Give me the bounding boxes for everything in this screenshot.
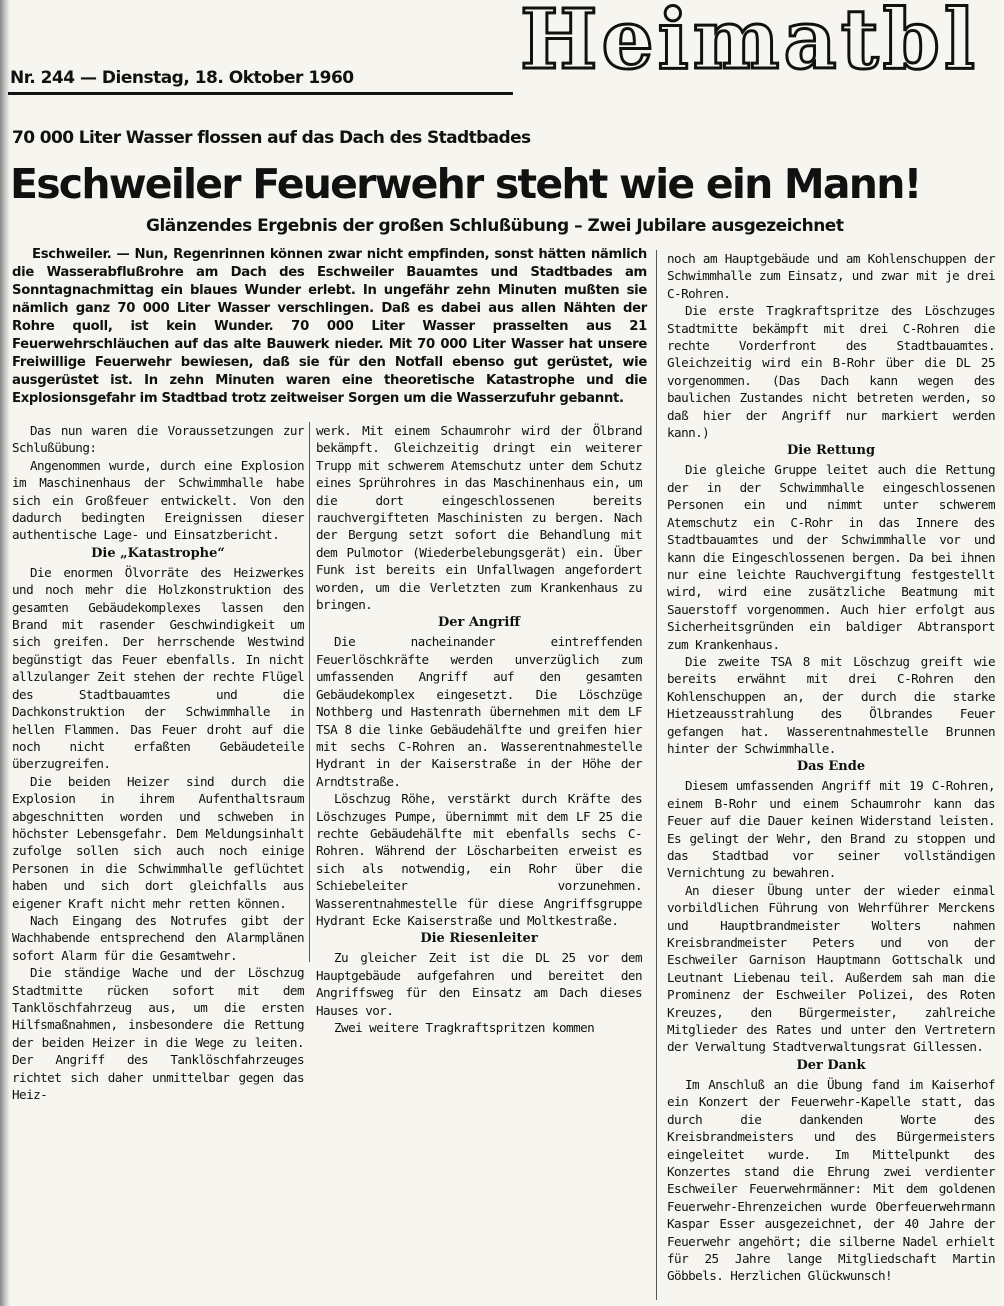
section-heading: Der Dank [796,1057,866,1073]
lead-text: Eschweiler. — Nun, Regenrinnen können zwar nicht empfinden, sonst hätten nämlich die Wasserabflußrohre am Dach des Eschweiler Bauamtes und Stadtbades am Sonntagnachmittag ein blaues Wunder erlebt. In ungefähr zehn Minuten mußten sie nämlich ganz 70 000 Liter Wasser verschlingen. Daß es dabei aus allen Nähten der Rohre quoll, ist kein Wunder. 70 000 Liter Wasser prasselten aus 21 Feuerwehrschläuchen auf das alte Bauwerk nieder. Mit 70 000 Liter Wasser hat unsere Freiwillige Feuerwehr bewiesen, daß sie für den Notfall ebenso gut gerüstet, wie ausgerüstet ist. In zehn Minuten waren eine theoretische Katastrophe und die Explosionsgefahr im Stadtbad trotz zeitweiser Sorgen um die Wasserzufuhr gebannt. [12,247,647,406]
paragraph: Das nun waren die Voraussetzungen zur Schlußübung: [12,423,304,456]
paragraph: Die enormen Ölvorräte des Heizwerkes und noch mehr die Holzkonstruktion des gesamten Gebäudekomplexes lassen den Brand mit rasender Geschwindigkeit um sich greifen. Der herrschende Westwind begünstigt das Feuer ebenfalls. In nicht allzulanger Zeit stehen der rechte Flügel des Stadtbauamtes und die Dachkonstruktion der Schwimmhalle in hellen Flammen. Das Feuer droht auf die noch nicht erfaßten Gebäudeteile überzugreifen. [12,564,304,772]
paragraph: An dieser Übung unter der wieder einmal vorbildlichen Führung von Wehrführer Merckens und Hauptbrandmeister Wolters nahmen Kreisbrandmeister Peters und von der Eschweiler Garnison Hauptmann Gottschalk und Leutnant Liebenau teil. Außerdem sah man die Prominenz der Eschweiler Polizei, des Roten Kreuzes, den Bürgermeister, zahlreiche Mitglieder des Rates und unter den Vertretern der Verwaltung Stadtverwaltungsrat Gillessen. [667,882,995,1055]
paragraph: Diesem umfassenden Angriff mit 19 C-Rohren, einem B-Rohr und einem Schaumrohr kann das Feuer auf die Dauer keinen Widerstand leisten. Es gelingt der Wehr, den Brand zu stoppen und das Stadtbad vor seiner vollständigen Vernichtung zu bewahren. [667,778,995,881]
paragraph: Zwei weitere Tragkraftspritzen kommen [334,1020,595,1035]
article-column-3 [667,250,995,1285]
column-divider [309,422,310,962]
paragraph: Die beiden Heizer sind durch die Explosion in ihrem Aufenthaltsraum abgeschnitten worden und schweben in höchster Lebensgefahr. Dem Meldungsinhalt zufolge sollen sich auch noch einige Personen in die Schwimmhalle geflüchtet haben und sich dort gleichfalls aus eigener Kraft nicht mehr retten können. [12,773,304,911]
paragraph: Die zweite TSA 8 mit Löschzug greift wie bereits erwähnt mit drei C-Rohren den Kohlenschuppen an, der durch die starke Hietzeausstrahlung des Ölbrandes Feuer gefangen hat. Wasserentnahmestelle Brunnen hinter der Schwimmhalle. [667,653,995,756]
section-heading: Die Rettung [786,443,876,459]
section-heading: Die „Katastrophe“ [91,545,225,561]
paragraph: Löschzug Röhe, verstärkt durch Kräfte des Löschzuges Pumpe, übernimmt mit dem LF 25 die rechte Gebäudehälfte mit ebenfalls sechs C-Rohren. Während der Löscharbeiten erweist es sich als notwendig, ein Rohr über die Schiebeleiter vorzunehmen. Wasserentnahmestelle für diese Angriffsgruppe Hydrant Ecke Kaiserstraße und Moltkestraße. [316,791,642,928]
paragraph: Die gleiche Gruppe leitet auch die Rettung der in der Schwimmhalle eingeschlossenen Personen ein und nimmt unter schwerem Atemschutz ein C-Rohr in das Innere des Stadtbauamtes und der Schwimmhalle vor und kann die Eingeschlossenen bergen. Da bei ihnen nur eine leichte Rauchvergiftung festgestellt wird, wird eine zusätzliche Beatmung mit Sauerstoff vorgenommen. Auch hier erfolgt aus Sicherheitsgründen ein baldiger Abtransport zum Krankenhaus. [667,462,995,652]
section-heading: Das Ende [796,759,866,775]
column-divider [656,250,657,1300]
article-column-2 [316,422,642,1036]
article-column-1 [12,422,304,1103]
dateline: Nr. 244 — Dienstag, 18. Oktober 1960 [10,68,354,88]
paragraph: Die erste Tragkraftspritze des Löschzuges Stadtmitte bekämpft mit drei C-Rohren die rechte Vorderfront des Stadtbauamtes. Gleichzeitig wird ein B-Rohr über die DL 25 vorgenommen. (Das Dach kann wegen des baulichen Zustandes nicht betreten werden, so daß hier der Angriff nur markiert werden kann.) [667,303,995,441]
scan-edge [0,0,10,1306]
headline: Eschweiler Feuerwehr steht wie ein Mann! [10,160,921,208]
kicker: 70 000 Liter Wasser flossen auf das Dach des Stadtbades [12,128,531,148]
header-rule [8,92,513,95]
paragraph: noch am Hauptgebäude und am Kohlenschuppen der Schwimmhalle zum Einsatz, und zwar mit je drei C-Rohren. [667,251,995,301]
paragraph: werk. Mit einem Schaumrohr wird der Ölbrand bekämpft. Gleichzeitig dringt ein weiterer Trupp mit schwerem Atemschutz unter dem Schutz eines Sprührohres in das Maschinenhaus ein, um die dort eingeschlossenen bereits rauchvergifteten Maschinisten zu bergen. Nach der Bergung setzt sofort die Behandlung mit dem Pulmotor (Wiederbelebungsgerät) ein. Über Funk ist bereits ein Unfallwagen angefordert worden, um die Verletzten zum Krankenhaus zu bringen. [316,423,642,613]
paragraph: Die nacheinander eintreffenden Feuerlöschkräfte werden unverzüglich zum umfassenden Angriff auf den gesamten Gebäudekomplex eingesetzt. Die Löschzüge Nothberg und Hastenrath übernehmen mit dem LF TSA 8 die linke Gebäudehälfte und greifen hier mit sechs C-Rohren an. Wasserentnahmestelle Hydrant in der Kaiserstraße in der Höhe der Arndtstraße. [316,634,642,789]
section-heading: Die Riesenleiter [420,931,538,947]
paragraph: Angenommen wurde, durch eine Explosion im Maschinenhaus der Schwimmhalle habe sich ein Großfeuer entwickelt. Von den dadurch bedingten Ereignissen dieser authentische Lage- und Einsatzbericht. [12,457,304,543]
paragraph: Die ständige Wache und der Löschzug Stadtmitte rücken sofort mit dem Tanklöschfahrzeug aus, um die ersten Hilfsmaßnahmen, insbesondere die Rettung der beiden Heizer in die Wege zu leiten. Der Angriff des Tanklöschfahrzeuges richtet sich daher unmittelbar gegen das Heiz- [12,965,304,1103]
paragraph: Nach Eingang des Notrufes gibt der Wachhabende entsprechend den Alarmplänen sofort Alarm für die Gesamtwehr. [12,912,304,963]
masthead [520,4,1000,76]
section-heading: Der Angriff [437,615,520,631]
paragraph: Im Anschluß an die Übung fand im Kaiserhof ein Konzert der Feuerwehr-Kapelle statt, das durch die dankenden Worte des Kreisbrandmeisters und des Bürgermeisters eingeleitet wurde. Im Mittelpunkt des Konzertes stand die Ehrung zwei verdienter Eschweiler Feuerwehrmänner: Mit dem goldenen Feuerwehr-Ehrenzeichen wurde Oberfeuerwehrmann Kaspar Esser ausgezeichnet, der 40 Jahre der Feuerwehr angehört; die silberne Nadel erhielt für 25 Jahre lange Mitgliedschaft Martin Göbbels. Herzlichen Glückwunsch! [667,1076,995,1284]
subheadline: Glänzendes Ergebnis der großen Schlußübung – Zwei Jubilare ausgezeichnet [146,216,844,236]
masthead-text: Heimatbl [520,4,980,76]
paragraph: Zu gleicher Zeit ist die DL 25 vor dem Hauptgebäude aufgefahren und bereitet den Angriffsweg für den Einsatz am Dach dieses Hauses vor. [316,950,642,1018]
lead-paragraph [12,246,647,408]
